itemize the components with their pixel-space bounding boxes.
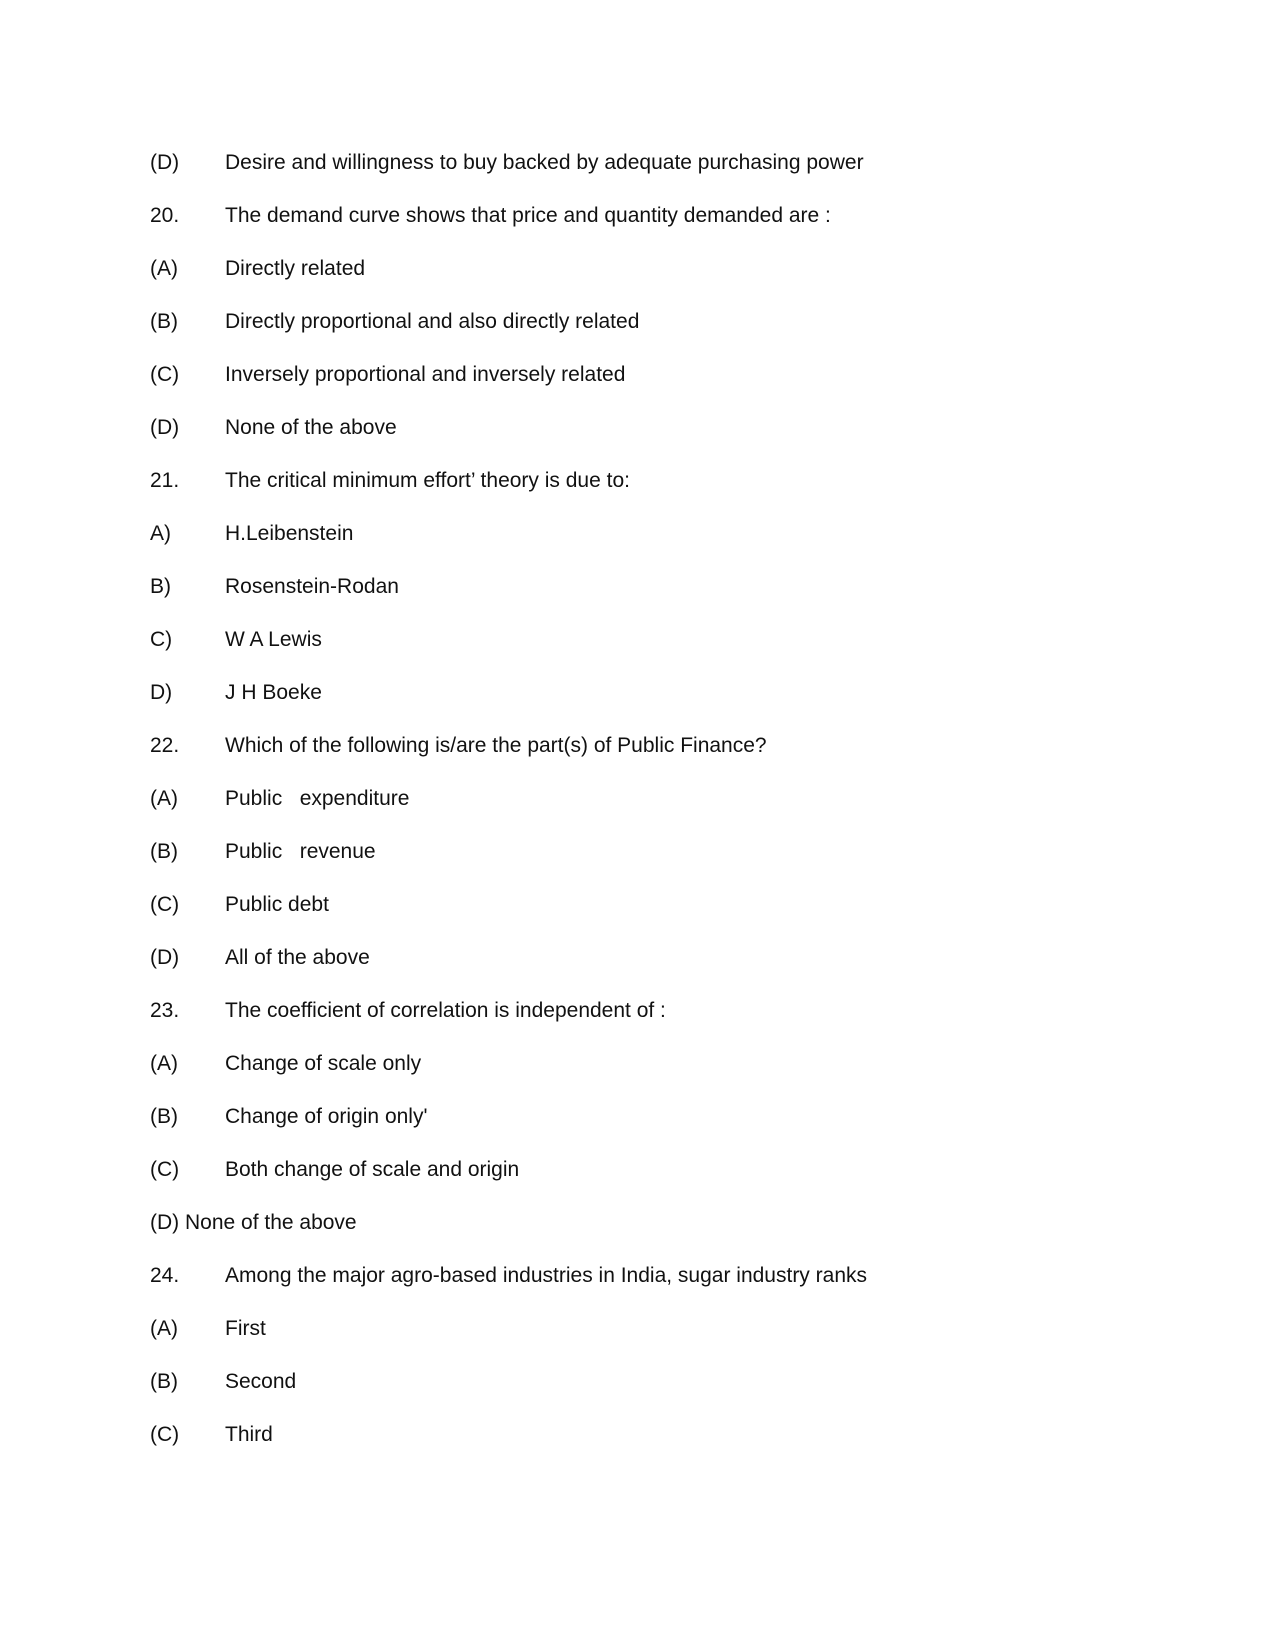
question-number: 20. [150,204,180,227]
option-label: (D) [150,946,180,969]
option-line [150,1047,1200,1100]
question-text: The coefficient of correlation is independent of : [225,999,666,1022]
option-line [150,358,1200,411]
option-text: J H Boeke [225,681,322,704]
question-number: 24. [150,1264,180,1287]
option-line [150,941,1200,994]
option-text: Rosenstein-Rodan [225,575,399,598]
option-text: First [225,1317,266,1340]
question-number: 21. [150,469,180,492]
option-text: Both change of scale and origin [225,1158,520,1181]
option-label: (C) [150,1158,180,1181]
option-line [150,1312,1200,1365]
option-label: (B) [150,1370,178,1393]
option-line [150,570,1200,623]
option-line [150,146,1200,199]
option-text: Public debt [225,893,329,916]
question-text: The demand curve shows that price and quantity demanded are : [225,204,831,227]
option-text: Public revenue [225,840,376,863]
question-text: Which of the following is/are the part(s) of Public Finance? [225,734,767,757]
option-label: D) [150,681,173,704]
question-line [150,729,1200,782]
option-line [150,1153,1200,1206]
option-line [150,888,1200,941]
option-text: Change of scale only [225,1052,422,1075]
option-label: C) [150,628,173,651]
question-text: Among the major agro-based industries in India, sugar industry ranks [225,1264,867,1287]
option-line [150,517,1200,570]
question-line [150,464,1200,517]
option-text: (D) None of the above [150,1211,357,1234]
option-label: (A) [150,787,178,810]
question-list [150,146,1200,1471]
option-text: All of the above [225,946,370,969]
option-line [150,1206,1200,1259]
option-text: Inversely proportional and inversely related [225,363,626,386]
question-number: 23. [150,999,180,1022]
option-text: Change of origin only' [225,1105,428,1128]
option-label: (B) [150,310,178,333]
option-label: (B) [150,1105,178,1128]
question-text: The critical minimum effort’ theory is due to: [225,469,630,492]
option-text: Directly proportional and also directly related [225,310,640,333]
option-text: Desire and willingness to buy backed by adequate purchasing power [225,151,864,174]
option-line [150,782,1200,835]
option-line [150,1365,1200,1418]
option-label: A) [150,522,171,545]
option-line [150,305,1200,358]
option-label: (C) [150,893,180,916]
option-line [150,676,1200,729]
option-line [150,411,1200,464]
option-text: Third [225,1423,273,1446]
question-line [150,994,1200,1047]
option-line [150,252,1200,305]
option-label: (B) [150,840,178,863]
option-line [150,1100,1200,1153]
option-text: Public expenditure [225,787,410,810]
option-label: (A) [150,1052,178,1075]
option-label: (C) [150,363,180,386]
option-text: Second [225,1370,297,1393]
option-text: W A Lewis [225,628,322,651]
option-label: (D) [150,151,180,174]
question-line [150,199,1200,252]
option-label: (A) [150,257,178,280]
option-text: H.Leibenstein [225,522,354,545]
option-label: (C) [150,1423,180,1446]
option-line [150,1418,1200,1471]
option-line [150,623,1200,676]
option-line [150,835,1200,888]
option-label: (D) [150,416,180,439]
option-label: B) [150,575,171,598]
option-text: Directly related [225,257,366,280]
question-line [150,1259,1200,1312]
question-number: 22. [150,734,180,757]
option-text: None of the above [225,416,397,439]
option-label: (A) [150,1317,178,1340]
